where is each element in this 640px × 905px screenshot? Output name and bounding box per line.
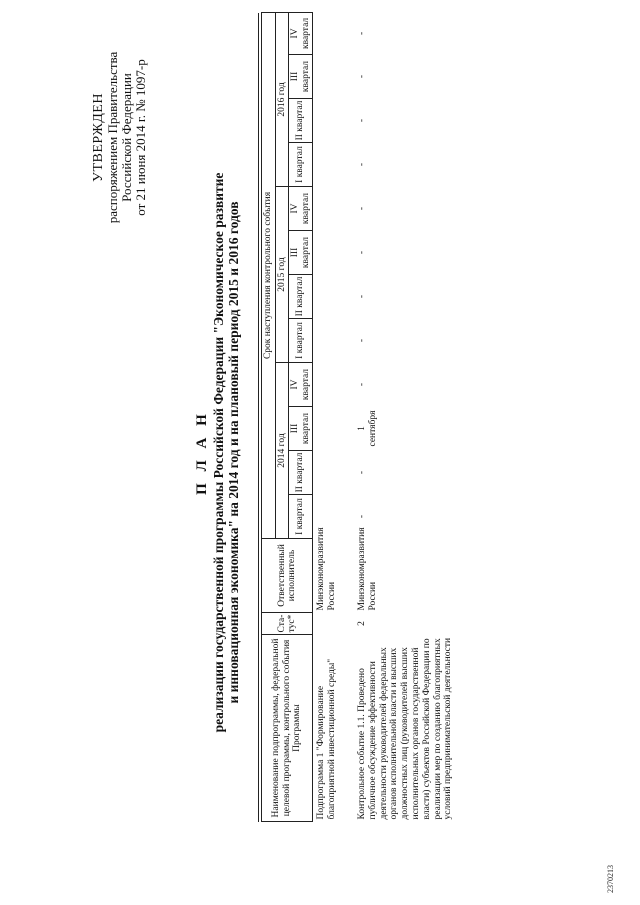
- plan-subtitle-line-2: и инновационная экономика" на 2014 год и на плановый период 2015 и 2016 годов: [226, 201, 241, 704]
- row-cell: [313, 99, 350, 143]
- document-code: 2370213: [606, 865, 615, 893]
- header-quarter: I квартал: [289, 143, 313, 187]
- row-status: 2: [357, 621, 367, 626]
- header-executor: Ответственный исполнитель: [262, 539, 313, 613]
- row-cell: -: [357, 382, 367, 387]
- row-cell: -: [357, 294, 367, 299]
- row-cell: -: [357, 74, 367, 79]
- row-cell: [313, 363, 350, 407]
- row-cell: -: [357, 514, 367, 519]
- plan-subtitle-line-1: реализации государственной программы Российской Федерации "Экономическое развитие: [211, 172, 226, 733]
- header-quarter: IV квартал: [289, 12, 313, 54]
- header-quarter: III квартал: [289, 55, 313, 99]
- header-year-2014: 2014 год: [275, 363, 289, 539]
- row-cell: -: [357, 206, 367, 211]
- header-quarter: II квартал: [289, 99, 313, 143]
- header-quarter: III квартал: [289, 231, 313, 275]
- approval-block: [92, 30, 148, 245]
- row-cell: [313, 275, 350, 319]
- table-row: [349, 12, 457, 821]
- row-cell: 1 сентября: [357, 410, 378, 447]
- row-cell: [313, 231, 350, 275]
- header-status: Ста-тус*: [262, 613, 313, 635]
- row-cell: -: [357, 250, 367, 255]
- header-quarter: III квартал: [289, 407, 313, 451]
- row-cell: -: [357, 31, 367, 36]
- approval-line-2: Российской Федерации: [119, 73, 134, 202]
- row-cell: [313, 451, 350, 495]
- row-cell: -: [357, 470, 367, 475]
- row-cell: [313, 187, 350, 231]
- row-name: Контрольное событие 1.1. Проведено публичное обсуждение эффективности деятельности руководителей федеральных органов исполнительной власти и высших должностных лиц (руководителей высших исполнительных органов государственной власти) субъектов Российской Федерации по реализации мер по созданию благоприятных условий предпринимательской деятельности: [357, 637, 454, 820]
- plan-title: П Л А Н: [194, 410, 210, 495]
- plan-table: [261, 12, 457, 822]
- row-cell: [313, 12, 350, 54]
- row-executor: Минэкономразвития России: [357, 527, 378, 611]
- row-cell: -: [357, 118, 367, 123]
- header-quarter: I квартал: [289, 319, 313, 363]
- table-row: [313, 12, 350, 821]
- header-quarter: II квартал: [289, 275, 313, 319]
- row-status: [313, 613, 350, 635]
- header-year-2015: 2015 год: [275, 187, 289, 363]
- row-cell: -: [357, 162, 367, 167]
- table-top-rule: [258, 13, 259, 822]
- header-quarter: IV квартал: [289, 363, 313, 407]
- header-quarter: I квартал: [289, 495, 313, 539]
- approval-line-1: распоряжением Правительства: [105, 51, 120, 224]
- header-year-2016: 2016 год: [275, 12, 289, 186]
- approval-title: УТВЕРЖДЕН: [91, 93, 106, 182]
- row-cell: [313, 407, 350, 451]
- header-quarter: II квартал: [289, 451, 313, 495]
- row-cell: -: [357, 338, 367, 343]
- row-cell: [313, 143, 350, 187]
- row-cell: [313, 319, 350, 363]
- header-name: Наименование подпрограммы, федеральной целевой программы, контрольного события Программы: [262, 635, 313, 822]
- row-name: Подпрограмма 1 "Формирование благоприятной инвестиционной среды": [316, 658, 337, 820]
- header-deadline: Срок наступления контрольного события: [262, 12, 276, 538]
- header-quarter: IV квартал: [289, 187, 313, 231]
- row-executor: Минэкономразвития России: [316, 527, 337, 611]
- row-cell: [313, 55, 350, 99]
- plan-heading: [193, 0, 241, 905]
- approval-line-3: от 21 июня 2014 г. № 1097-р: [133, 59, 148, 216]
